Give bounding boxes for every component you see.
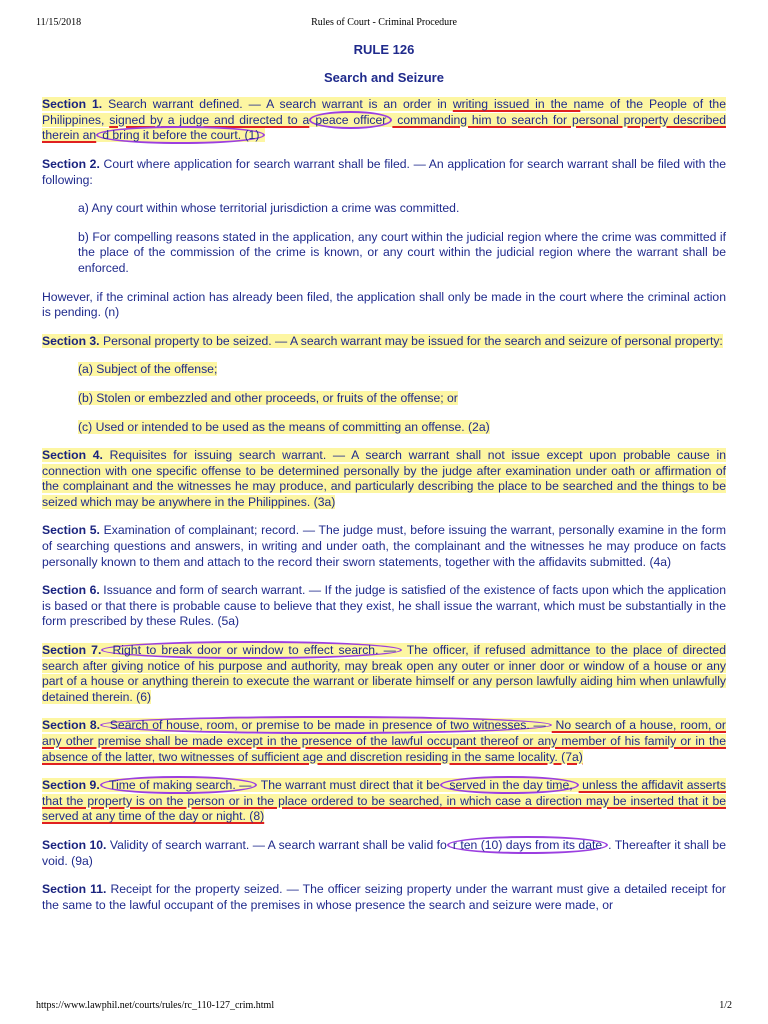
section-9: Section 9. Time of making search. — The warrant must direct that it be served in the day time, unless the affidavit asserts that the property is on the person or in the place ordered to be searched, in which case a direction may be inserted that it be served at any time of the day or night. (8) — [42, 778, 726, 824]
print-footer — [0, 1000, 768, 1016]
annotation-circle: served in the day time, — [440, 776, 579, 794]
annotation-circle: r ten (10) days from its date — [447, 836, 608, 854]
section-2-label: Section 2. — [42, 156, 100, 171]
section-1: Section 1. Search warrant defined. — A search warrant is an order in writing issued in the name of the People of the Philippines, signed by a judge and directed to a peace officer commanding him to search for personal property described therein an d bring it before the court. (1) — [42, 97, 726, 143]
print-doc-title: Rules of Court - Criminal Procedure — [311, 17, 457, 28]
section-4: Section 4. Requisites for issuing search warrant. — A search warrant shall not issue except upon probable cause in connection with one specific offense to be determined personally by the judge after examination under oath or affirmation of the complainant and the witnesses he may produce, and particularly describing the place to be searched and the things to be seized which may be anywhere in the Philippines. (3a) — [42, 448, 727, 509]
rule-title: Search and Seizure — [324, 69, 444, 85]
section-3-item-b: (b) Stolen or embezzled and other proceeds, or fruits of the offense; or — [78, 390, 458, 405]
section-6-label: Section 6. — [42, 583, 100, 598]
section-4-label: Section 4. — [42, 448, 103, 463]
section-8-label: Section 8. — [42, 718, 100, 733]
print-header — [0, 4, 768, 28]
annotation-underline: commanding him to search for personal property described therein an — [42, 112, 726, 143]
section-8 — [42, 718, 726, 765]
section-10-label: Section 10. — [42, 837, 107, 852]
print-url: https://www.lawphil.net/courts/rules/rc_110-127_crim.html — [36, 1000, 275, 1011]
section-2-however: However, if the criminal action has already been filed, the application shall only be made in the court where the criminal action is pending. (n) — [42, 289, 726, 320]
section-5-label: Section 5. — [42, 523, 100, 538]
rule-number: RULE 126 — [353, 42, 415, 57]
section-3-item-c: (c) Used or intended to be used as the means of committing an offense. (2a) — [78, 419, 490, 434]
section-11-label: Section 11. — [42, 882, 107, 897]
annotation-circle: Right to break door or window to effect search. — — [101, 641, 401, 659]
section-2-item-b: b) For compelling reasons stated in the application, any court within the judicial region where the crime was committed if the place of the commission of the crime is known, or any court within the judicial region where the warrant shall be enforced. — [78, 229, 726, 275]
annotation-underline: signed by a judge and directed to a — [109, 112, 310, 127]
annotation-circle: Search of house, room, or premise to be made in presence of two witnesses. — — [100, 716, 552, 734]
annotation-underline: No search of a house, room, or any other premise shall be made except in the presence of the lawful occupant thereof or any member of his family or in the absence of the latter, two witnesses of sufficient age and discretion residing in the same locality. (7a) — [42, 718, 726, 764]
document-body — [42, 40, 726, 926]
section-2-item-a: a) Any court within whose territorial jurisdiction a crime was committed. — [78, 201, 460, 216]
section-9-label: Section 9. — [42, 778, 100, 793]
section-7-label: Section 7. — [42, 643, 102, 658]
section-2: Section 2. Court where application for search warrant shall be filed. — An application for search warrant shall be filed with the following: — [42, 156, 726, 187]
section-10: Section 10. Validity of search warrant. — A search warrant shall be valid fo r ten (10) days from its date . Thereafter it shall be void. (9a) — [42, 837, 726, 868]
section-6: Section 6. Issuance and form of search warrant. — If the judge is satisfied of the existence of facts upon which the application is based or that there is probable cause to believe that they exist, he shall issue the warrant, which must be substantially in the form prescribed by these Rules. (5a) — [42, 583, 726, 629]
page-number: 1/2 — [719, 1000, 732, 1011]
annotation-underline: unless the affidavit asserts that the property is on the person or in the place ordered to be searched, in which case a direction may be inserted that it be served at any time of the day or night. (8) — [42, 778, 726, 824]
section-7: Section 7. Right to break door or window to effect search. — The officer, if refused admittance to the place of directed search after giving notice of his purpose and authority, may break open any outer or inner door or window of a house or any part of a house or anything therein to execute the warrant or liberate himself or any person lawfully aiding him when unlawfully detained therein. (6) — [42, 643, 726, 704]
annotation-underline: writing issued in the n — [452, 97, 581, 112]
section-11: Section 11. Receipt for the property seized. — The officer seizing property under the warrant must give a detailed receipt for the same to the lawful occupant of the premises in whose presence the search and seizure were made, or — [42, 882, 726, 912]
section-3: Section 3. Personal property to be seized. — A search warrant may be issued for the search and seizure of personal property: — [42, 333, 723, 348]
section-1-label: Section 1. — [42, 97, 103, 112]
section-3-label: Section 3. — [42, 333, 100, 348]
section-3-item-a: (a) Subject of the offense; — [78, 362, 218, 377]
section-5: Section 5. Examination of complainant; record. — The judge must, before issuing the warrant, personally examine in the form of searching questions and answers, in writing and under oath, the complainant and the witnesses he may produce on facts personally known to them and attach to the record their sworn statements, together with the affidavits submitted. (4a) — [42, 523, 727, 569]
annotation-circle: d bring it before the court. (1) — [96, 126, 265, 144]
print-date: 11/15/2018 — [36, 17, 82, 28]
annotation-circle: Time of making search. — — [100, 776, 258, 794]
annotation-circle: peace officer — [309, 111, 392, 129]
